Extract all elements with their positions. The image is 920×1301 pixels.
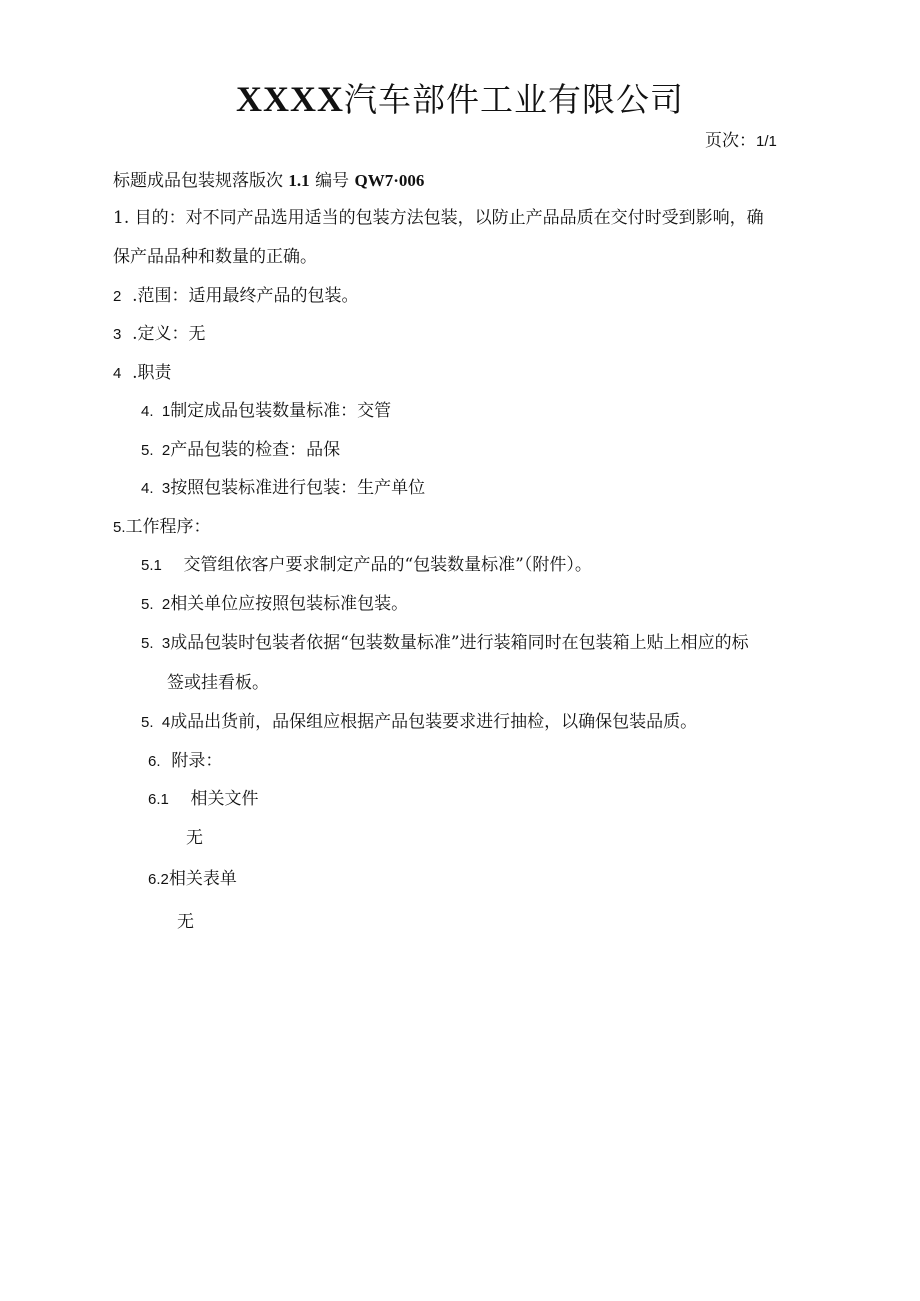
page-number-label: 页次： <box>705 131 756 151</box>
section-6-2-number: 6.2 <box>148 871 169 888</box>
section-4-2-number: 5. 2 <box>141 442 171 459</box>
section-3-text: .定义：无 <box>132 324 206 344</box>
header-code-label: 编号 <box>315 171 350 191</box>
section-6-1-value: 无 <box>186 828 203 848</box>
header-code: QW7·006 <box>354 171 425 190</box>
document-header-line <box>113 169 424 193</box>
section-4 <box>113 361 172 386</box>
section-6-text: 附录： <box>171 751 223 771</box>
section-4-2 <box>141 438 340 463</box>
section-4-3-text: 按照包装标准进行包装：生产单位 <box>170 478 426 498</box>
section-5-3-continuation: 签或挂看板。 <box>167 673 269 693</box>
section-6 <box>148 749 222 774</box>
section-4-1 <box>141 399 391 424</box>
section-5-number: 5. <box>113 519 126 536</box>
section-6-2 <box>148 867 237 892</box>
section-2-text: .范围：适用最终产品的包装。 <box>132 286 359 306</box>
section-1-line-2: 保产品品种和数量的正确。 <box>113 247 317 267</box>
header-version: 1.1 <box>288 171 310 190</box>
section-3 <box>113 322 206 347</box>
section-5-2 <box>141 592 408 617</box>
section-4-1-number: 4. 1 <box>141 403 171 420</box>
section-5-4-text: 成品出货前，品保组应根据产品包装要求进行抽检，以确保包装品质。 <box>170 712 698 732</box>
section-6-number: 6. <box>148 753 161 770</box>
section-5-3-text: 成品包装时包装者依据“包装数量标准”进行装箱同时在包装箱上贴上相应的标 <box>170 633 749 653</box>
header-title-text: 标题成品包装规落版次 <box>113 171 283 191</box>
title-company-prefix: XXXX <box>236 79 344 119</box>
section-2-number: 2 <box>113 288 122 305</box>
section-5-1 <box>141 553 592 578</box>
section-6-1-number: 6.1 <box>148 791 169 808</box>
document-title <box>0 74 920 121</box>
section-4-2-text: 产品包装的检查：品保 <box>170 440 341 460</box>
section-5-1-number: 5.1 <box>141 557 162 574</box>
section-4-3-number: 4. 3 <box>141 480 171 497</box>
section-5-3-number: 5. 3 <box>141 635 171 652</box>
section-4-text: .职责 <box>132 363 172 383</box>
page-number <box>705 129 777 154</box>
section-5-3 <box>141 631 749 656</box>
section-5-2-number: 5. 2 <box>141 596 171 613</box>
section-4-number: 4 <box>113 365 122 382</box>
section-5-2-text: 相关单位应按照包装标准包装。 <box>170 594 409 614</box>
section-6-2-text: 相关表单 <box>168 869 237 889</box>
section-5-text: 工作程序： <box>125 517 211 537</box>
section-4-1-text: 制定成品包装数量标准：交管 <box>170 401 392 421</box>
section-5 <box>113 515 211 540</box>
section-4-3 <box>141 476 425 501</box>
section-5-4 <box>141 710 697 735</box>
section-3-number: 3 <box>113 326 122 343</box>
section-5-4-number: 5. 4 <box>141 714 171 731</box>
section-6-2-value: 无 <box>177 912 194 932</box>
section-6-1-text: 相关文件 <box>190 789 259 809</box>
section-1-line-1: 1. 目的：对不同产品选用适当的包装方法包装，以防止产品品质在交付时受到影响，确 <box>113 208 764 228</box>
section-5-1-text: 交管组依客户要求制定产品的“包装数量标准”（附件）。 <box>183 555 592 575</box>
title-company-name: 汽车部件工业有限公司 <box>344 80 684 119</box>
section-2 <box>113 284 359 309</box>
section-6-1 <box>148 787 258 812</box>
page-number-value: 1/1 <box>756 133 777 150</box>
